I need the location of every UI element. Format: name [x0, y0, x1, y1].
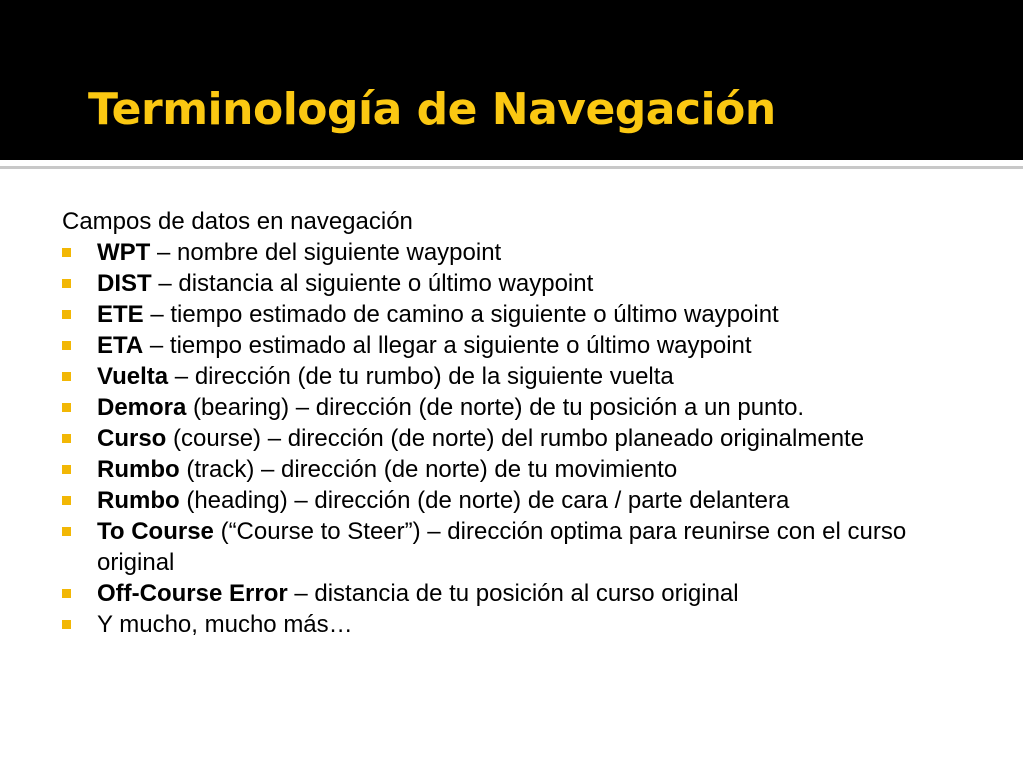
- bullet-term: Off-Course Error: [97, 580, 288, 607]
- bullet-text: – nombre del siguiente waypoint: [150, 239, 502, 266]
- bullet-term: Demora: [97, 394, 187, 421]
- bullet-text: – tiempo estimado de camino a siguiente o último waypoint: [143, 301, 779, 328]
- bullet-item-curso: [62, 423, 962, 454]
- bullet-text: – distancia de tu posición al curso original: [287, 580, 739, 607]
- bullet-item-vuelta: [62, 361, 962, 392]
- bullet-item-dist: [62, 268, 962, 299]
- bullet-text: (bearing) – dirección (de norte) de tu posición a un punto.: [186, 394, 805, 421]
- square-bullet-icon: [62, 248, 71, 257]
- divider-line: [0, 166, 1023, 169]
- bullet-text: – distancia al siguiente o último waypoint: [151, 270, 594, 297]
- square-bullet-icon: [62, 589, 71, 598]
- intro-text: Campos de datos en navegación: [62, 208, 413, 235]
- bullet-term: Rumbo: [97, 487, 180, 514]
- square-bullet-icon: [62, 434, 71, 443]
- bullet-item-wpt: [62, 237, 962, 268]
- bullet-term: Curso: [97, 425, 167, 452]
- bullet-term: ETE: [97, 301, 144, 328]
- bullet-text: – dirección (de tu rumbo) de la siguiente vuelta: [168, 363, 674, 390]
- bullet-text: Y mucho, mucho más…: [97, 611, 353, 638]
- bullet-text: – tiempo estimado al llegar a siguiente o último waypoint: [143, 332, 752, 359]
- bullet-term: Rumbo: [97, 456, 180, 483]
- bullet-item-ete: [62, 299, 962, 330]
- bullet-term: DIST: [97, 270, 152, 297]
- bullet-text: (“Course to Steer”) – dirección optima para reunirse con el curso original: [97, 518, 907, 576]
- square-bullet-icon: [62, 310, 71, 319]
- bullet-item-demora: [62, 392, 962, 423]
- square-bullet-icon: [62, 527, 71, 536]
- square-bullet-icon: [62, 465, 71, 474]
- square-bullet-icon: [62, 341, 71, 350]
- square-bullet-icon: [62, 620, 71, 629]
- square-bullet-icon: [62, 372, 71, 381]
- bullet-item-more: [62, 609, 962, 640]
- slide-body: [62, 206, 962, 640]
- bullet-item-eta: [62, 330, 962, 361]
- bullet-item-to-course: [62, 516, 962, 578]
- bullet-list: [62, 237, 962, 640]
- bullet-text: (track) – dirección (de norte) de tu movimiento: [179, 456, 678, 483]
- square-bullet-icon: [62, 279, 71, 288]
- bullet-item-off-course-error: [62, 578, 962, 609]
- square-bullet-icon: [62, 496, 71, 505]
- bullet-term: Vuelta: [97, 363, 169, 390]
- bullet-item-rumbo-heading: [62, 485, 962, 516]
- slide-title: Terminología de Navegación: [88, 84, 776, 135]
- title-band: [0, 0, 1023, 160]
- square-bullet-icon: [62, 403, 71, 412]
- bullet-term: WPT: [97, 239, 151, 266]
- bullet-term: ETA: [97, 332, 144, 359]
- bullet-term: To Course: [97, 518, 214, 545]
- bullet-item-rumbo-track: [62, 454, 962, 485]
- bullet-text: (course) – dirección (de norte) del rumbo planeado originalmente: [166, 425, 865, 452]
- bullet-text: (heading) – dirección (de norte) de cara / parte delantera: [179, 487, 790, 514]
